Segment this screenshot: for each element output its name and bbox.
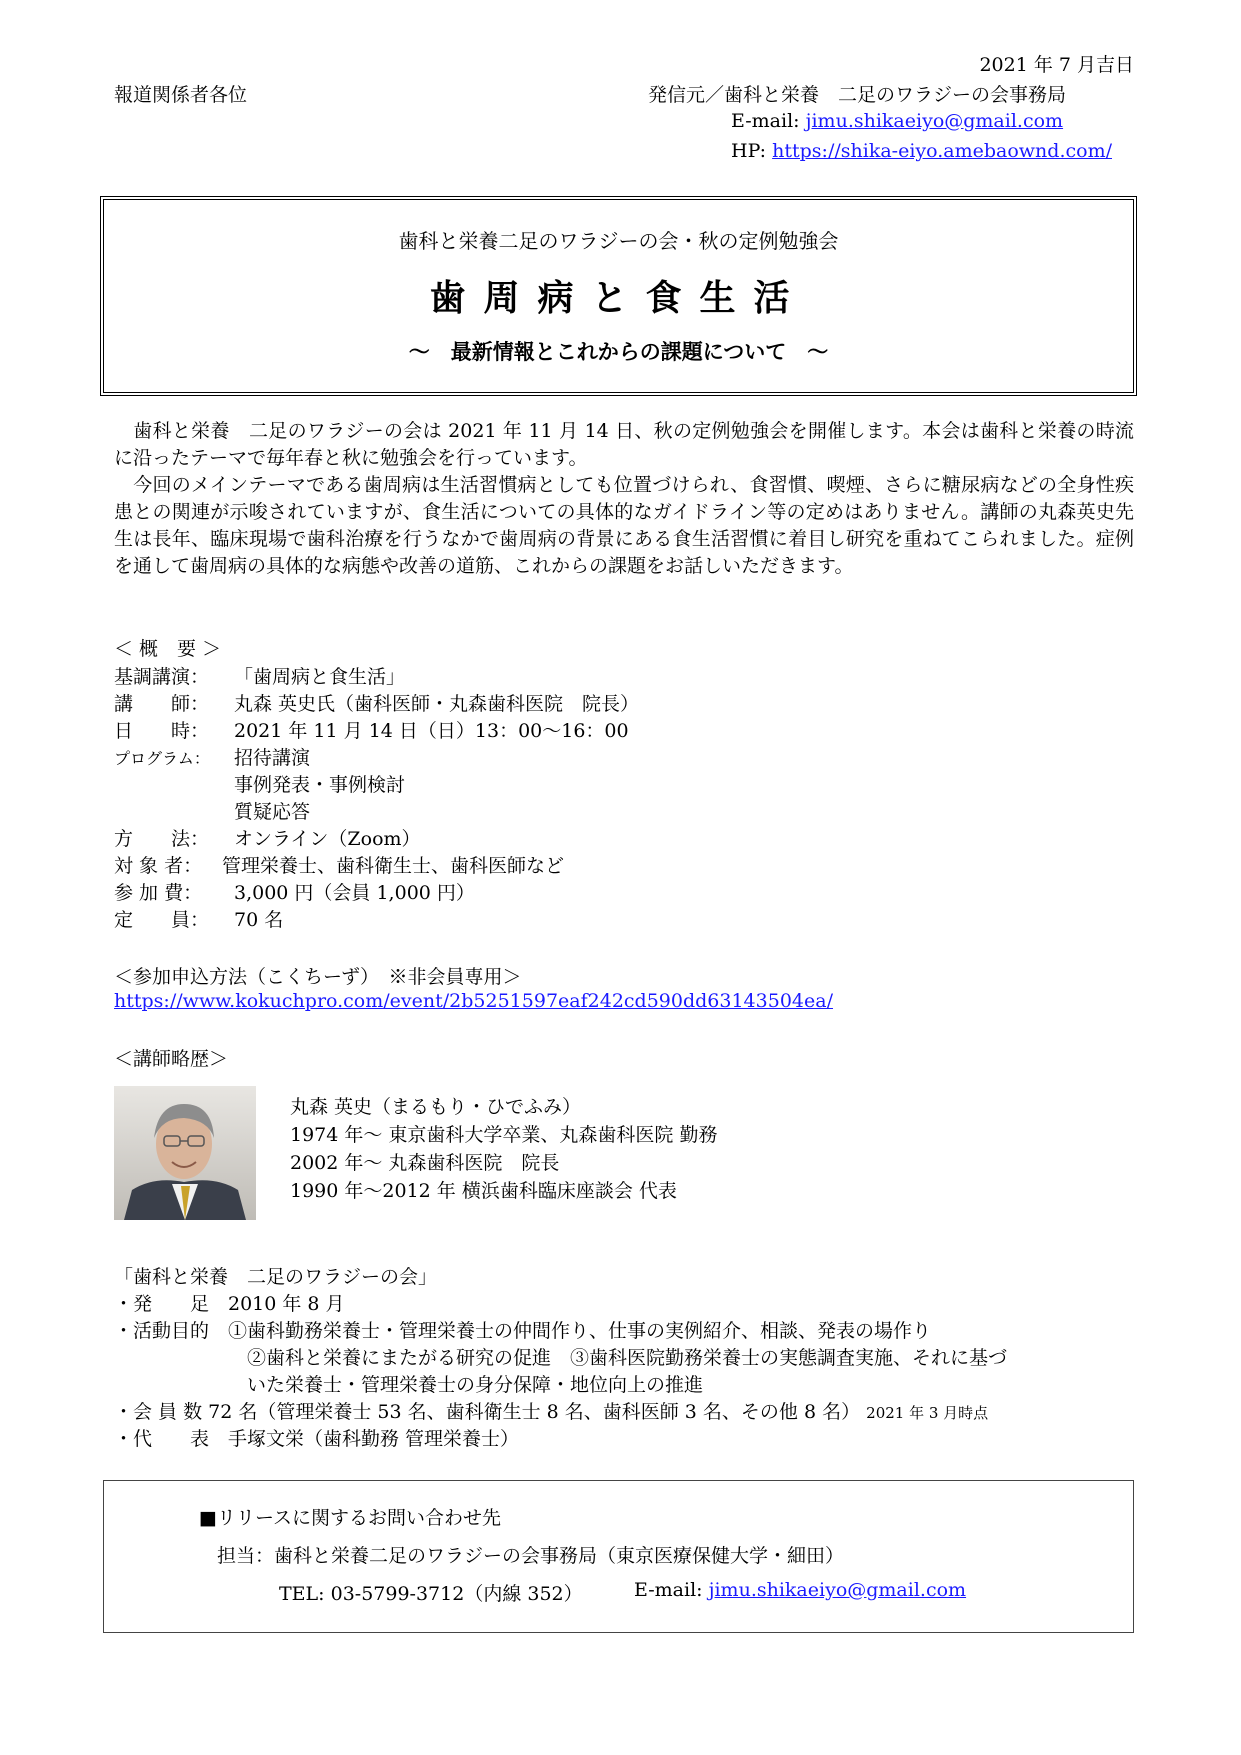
overview-label: 基調講演： [114,666,210,688]
overview-value: 「歯周病と食生活」 [234,666,406,688]
overview-label: 対 象 者： [114,855,203,877]
overview-value: 質疑応答 [234,801,311,823]
contact-box [103,1480,1134,1633]
overview-row [114,743,310,770]
overview-label: 参 加 費： [114,882,203,904]
bio-line: 1974 年～ 東京歯科大学卒業、丸森歯科医院 勤務 [290,1124,718,1146]
members-note: 2021 年 3 月時点 [866,1404,989,1422]
overview-value: 3,000 円（会員 1,000 円） [234,882,475,904]
overview-label: 定 員： [114,909,210,931]
overview-value: オンライン（Zoom） [234,828,421,850]
contact-email [634,1579,966,1601]
header-email-label: E-mail: [731,110,806,132]
title-box [103,199,1134,393]
title-subtitle: ～ 最新情報とこれからの課題について ～ [408,339,829,364]
overview-row [114,824,421,851]
overview-label: プログラム： [114,749,210,768]
portrait-photo [114,1086,256,1220]
recipient: 報道関係者各位 [114,84,248,106]
intro-paragraph-1: 歯科と栄養 二足のワラジーの会は 2021 年 11 月 14 日、秋の定例勉強会を開催します。本会は歯科と栄養の時流に沿ったテーマで毎年春と秋に勉強会を行っています。 [114,420,1134,469]
overview-heading: ＜ 概 要 ＞ [114,638,222,660]
organization-members [114,1397,988,1424]
contact-email-link[interactable]: jimu.shikaeiyo@gmail.com [708,1579,967,1601]
page-title: 歯周病と食生活 [429,277,808,319]
contact-person: 担当：歯科と栄養二足のワラジーの会事務局（東京医療保健大学・細田） [217,1545,845,1567]
organization-representative: ・代 表 手塚文栄（歯科勤務 管理栄養士） [114,1428,520,1450]
application-heading: ＜参加申込方法（こくちーず） ※非会員専用＞ [114,966,522,988]
overview-row [114,797,310,824]
intro-paragraph-2: 今回のメインテーマである歯周病は生活習慣病としても位置づけられ、食習慣、喫煙、さらに糖尿病などの全身性疾患との関連が示唆されていますが、食生活についての具体的なガイドライン等の定めはありません。講師の丸森英史先生は長年、臨床現場で歯科治療を行うなかで歯周病の背景にある食生活習慣に着目し研究を重ねてこられました。症例を通して歯周病の具体的な病態や改善の道筋、これからの課題をお話しいただきます。 [114,474,1134,577]
overview-value: 招待講演 [234,747,311,769]
overview-row [114,716,629,743]
overview-row [114,878,475,905]
organization-name: 「歯科と栄養 二足のワラジーの会」 [114,1266,438,1288]
profile-heading: ＜講師略歴＞ [114,1048,229,1070]
organization-founded: ・発 足 2010 年 8 月 [114,1293,345,1315]
bio-line: 1990 年～2012 年 横浜歯科臨床座談会 代表 [290,1180,677,1202]
overview-value: 管理栄養士、歯科衛生士、歯科医師など [222,855,565,877]
overview-value: 2021 年 11 月 14 日（日）13：00～16：00 [234,720,629,742]
organization-purpose-cont: いた栄養士・管理栄養士の身分保障・地位向上の推進 [247,1374,704,1396]
contact-heading: ■リリースに関するお問い合わせ先 [199,1507,502,1529]
header-email [731,110,1063,132]
overview-row [114,689,639,716]
overview-value: 丸森 英史氏（歯科医師・丸森歯科医院 院長） [234,693,640,715]
header-email-link[interactable]: jimu.shikaeiyo@gmail.com [805,110,1064,132]
overview-label: 日 時： [114,720,210,742]
header-hp-label: HP: [731,140,773,162]
release-date: 2021 年 7 月吉日 [979,54,1134,76]
contact-phone: TEL: 03-5799-3712（内線 352） [279,1583,583,1605]
header-hp-link[interactable]: https://shika-eiyo.amebaownd.com/ [772,140,1112,162]
sender: 発信元／歯科と栄養 二足のワラジーの会事務局 [648,84,1067,106]
overview-label: 方 法： [114,828,210,850]
overview-value: 70 名 [234,909,284,931]
members-count: ・会 員 数 72 名（管理栄養士 53 名、歯科衛生士 8 名、歯科医師 3 名、その他 8 名） [114,1401,861,1423]
overview-row [114,770,405,797]
overview-row [114,662,405,689]
application-link[interactable]: https://www.kokuchpro.com/event/2b5251597eaf242cd590dd63143504ea/ [114,990,833,1012]
contact-email-label: E-mail: [634,1579,709,1601]
organization-purpose: ・活動目的 ①歯科勤務栄養士・管理栄養士の仲間作り、仕事の実例紹介、相談、発表の場作り [114,1320,932,1342]
overview-row [114,905,283,932]
overview-row [114,851,564,878]
bio-line: 2002 年～ 丸森歯科医院 院長 [290,1152,560,1174]
overview-value: 事例発表・事例検討 [234,774,406,796]
event-name: 歯科と栄養二足のワラジーの会・秋の定例勉強会 [398,229,839,253]
lecturer-portrait [114,1086,256,1220]
bio-line: 丸森 英史（まるもり・ひでふみ） [290,1096,582,1118]
overview-label: 講 師： [114,693,210,715]
organization-purpose-cont: ②歯科と栄養にまたがる研究の促進 ③歯科医院勤務栄養士の実態調査実施、それに基づ [247,1347,1008,1369]
header-homepage [731,140,1112,162]
